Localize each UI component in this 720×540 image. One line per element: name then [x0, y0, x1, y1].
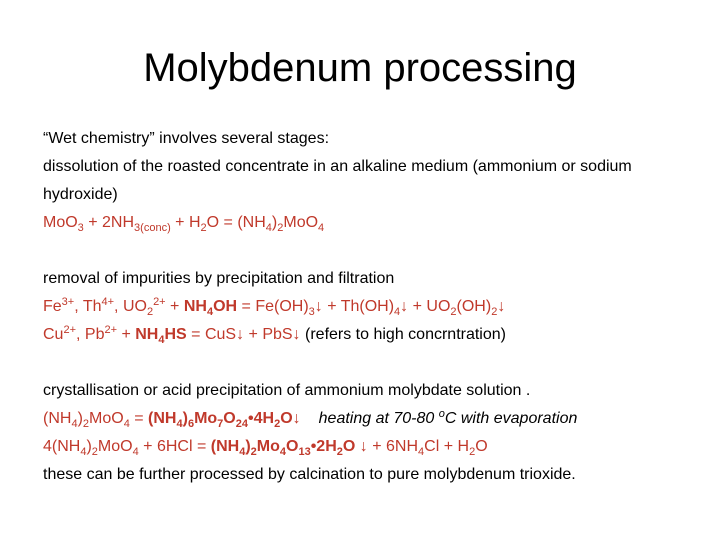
slide-title: Molybdenum processing — [143, 46, 577, 90]
spacer — [43, 349, 703, 377]
stage1-equation: $MoO_3 + 2NH_{3(conc)} + H_2O = (NH_4)_2MoO_4$ — [43, 214, 325, 234]
slide-body — [43, 125, 703, 489]
stage1-description: dissolution of the roasted concentrate in an alkaline medium (ammonium or sodium hydroxide) — [43, 158, 632, 203]
stage3-description: crystallisation or acid precipitation of ammonium molybdate solution . — [43, 382, 531, 399]
conclusion-text: these can be further processed by calcination to pure molybdenum trioxide. — [43, 466, 576, 483]
intro-text: “Wet chemistry” involves several stages: — [43, 130, 330, 147]
stage3-equation-1: $(NH_4)_2MoO_4$ = $(NH_4)_6Mo_7O_{24}•4H_2O↓$ heating at 70-80 $^o$C with evaporation — [43, 408, 578, 430]
stage2-equation-2: $Cu^{2+}$, $Pb^{2+} + NH_4HS$ = CuS↓ + PbS↓ (refers to high concrntration) — [43, 324, 506, 346]
stage2-equation-1: $Fe^{3+}$, $Th^{4+}$, $UO_2^{2+} + NH_4OH$ = $Fe(OH)_3↓$ + $Th(OH)_4↓$ + $UO_2(OH)_2↓$ — [43, 296, 506, 318]
spacer — [43, 237, 703, 265]
stage2-description: removal of impurities by precipitation and filtration — [43, 270, 395, 287]
stage3-equation-2: $4(NH_4)_2MoO_4 + 6HCl$ = $(NH_4)_2Mo_4O_{13}•2H_2O$ ↓ + $6NH_4Cl + H_2O$ — [43, 438, 488, 458]
